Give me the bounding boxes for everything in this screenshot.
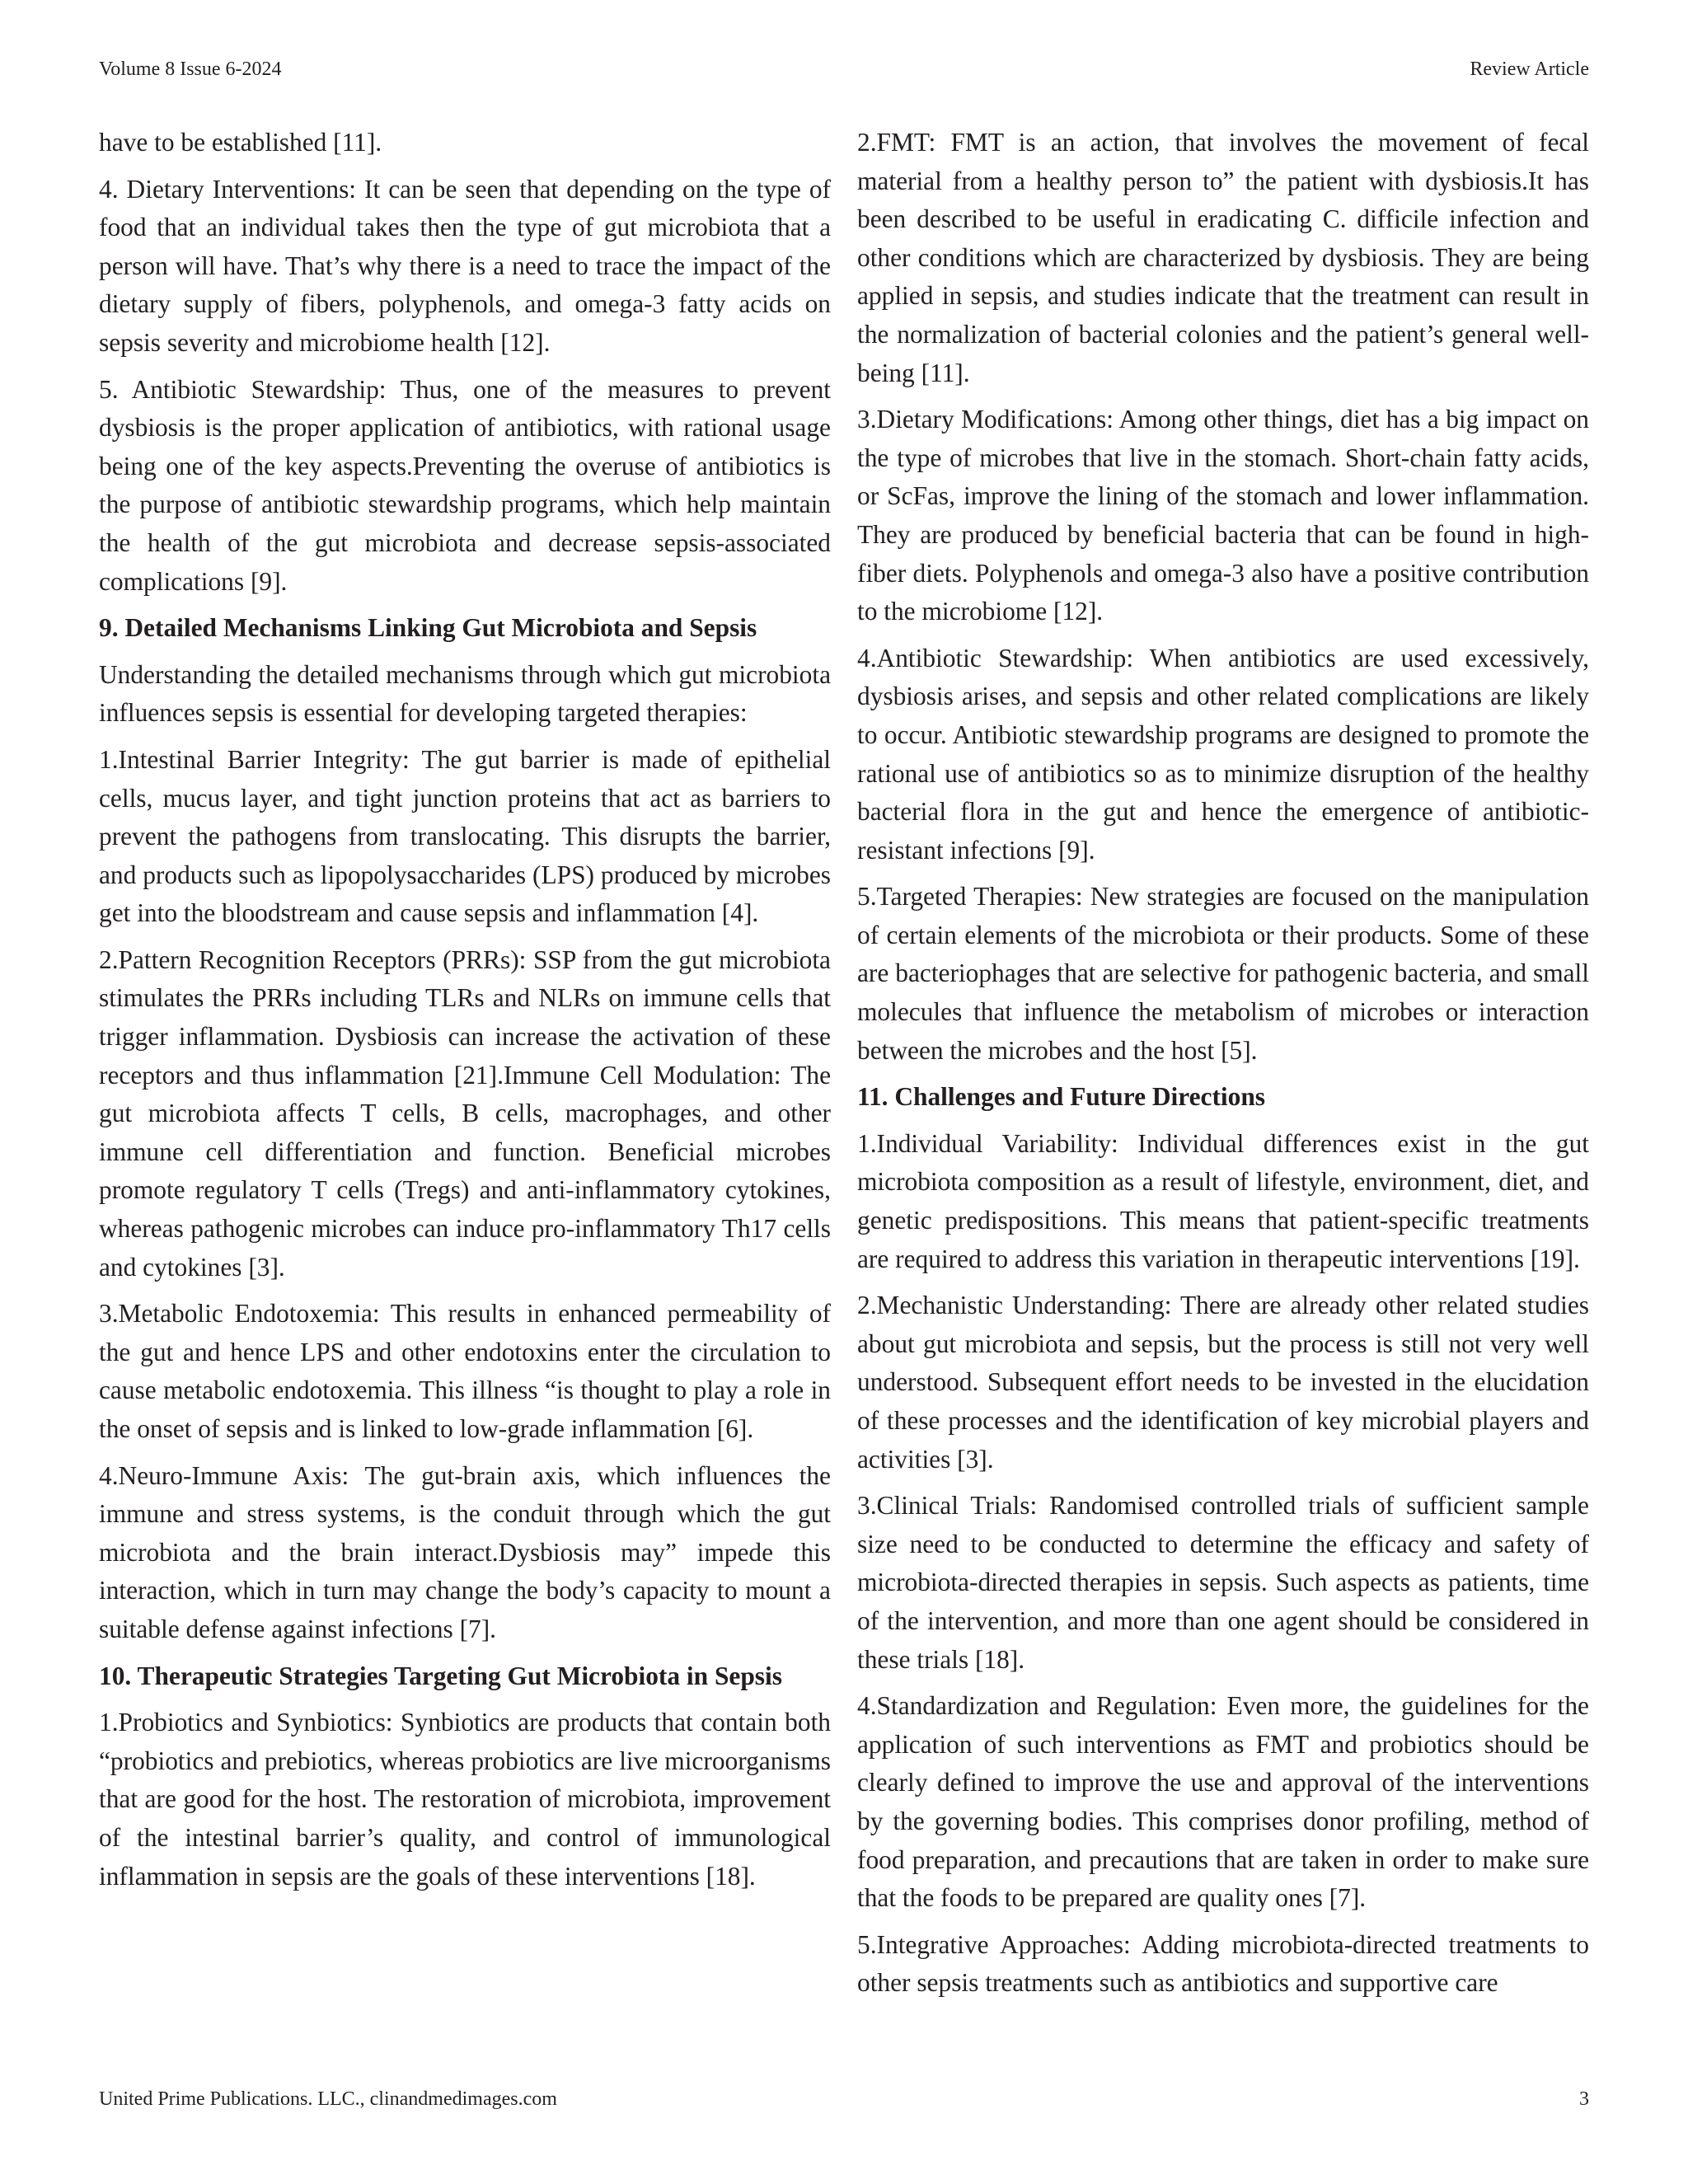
- paragraph: 1.Individual Variability: Individual differences exist in the gut microbiota composition as a result of lifestyle, environment, diet, and genetic predispositions. This means that patient-specific treatments are required to address this variation in therapeutic interventions [19].: [857, 1128, 1589, 1273]
- section-heading-11: 11. Challenges and Future Directions: [857, 1082, 1266, 1112]
- paragraph: 5. Antibiotic Stewardship: Thus, one of the measures to prevent dysbiosis is the proper application of antibiotics, with rational usage being one of the key aspects.Preventing the overuse of antibiotics is the purpose of antibiotic stewardship programs, which help maintain the health of the gut microbiota and decrease sepsis-associated complications [9].: [99, 374, 831, 596]
- journal-volume: Volume 8 Issue 6-2024: [99, 59, 282, 80]
- right-column: [857, 124, 1589, 2011]
- section-heading-10: 10. Therapeutic Strategies Targeting Gut Microbiota in Sepsis: [99, 1661, 782, 1690]
- paragraph: 4.Neuro-Immune Axis: The gut-brain axis, which influences the immune and stress systems, is the conduit through which the gut microbiota and the brain interact.Dysbiosis may” impede this interaction, which in turn may change the body’s capacity to mount a suitable defense against infections [7].: [99, 1460, 831, 1643]
- article-type: Review Article: [1470, 59, 1589, 80]
- page-number: 3: [1579, 2088, 1589, 2110]
- paragraph: 1.Intestinal Barrier Integrity: The gut barrier is made of epithelial cells, mucus layer, and tight junction proteins that act as barriers to prevent the pathogens from translocating. This disrupts the barrier, and products such as lipopolysaccharides (LPS) produced by microbes get into the bloodstream and cause sepsis and inflammation [4].: [99, 744, 831, 928]
- paragraph: 2.FMT: FMT is an action, that involves the movement of fecal material from a healthy person to” the patient with dysbiosis.It has been described to be useful in eradicating C. difficile infection and other conditions which are characterized by dysbiosis. They are being applied in sepsis, and studies indicate that the treatment can result in the normalization of bacterial colonies and the patient’s general well-being [11].: [857, 128, 1589, 387]
- paragraph: 4.Antibiotic Stewardship: When antibiotics are used excessively, dysbiosis arises, and sepsis and other related complications are likely to occur. Antibiotic stewardship programs are designed to promote the rational use of antibiotics so as to minimize disruption of the healthy bacterial flora in the gut and hence the emergence of antibiotic-resistant infections [9].: [857, 643, 1589, 865]
- paragraph: 3.Clinical Trials: Randomised controlled trials of sufficient sample size need to be conducted to determine the efficacy and safety of microbiota-directed therapies in sepsis. Such aspects as patients, time of the intervention, and more than one agent should be considered in these trials [18].: [857, 1491, 1589, 1674]
- left-column: [99, 124, 831, 1904]
- paragraph: 5.Targeted Therapies: New strategies are focused on the manipulation of certain elements of the microbiota or their products. Some of these are bacteriophages that are selective for pathogenic bacteria, and small molecules that influence the metabolism of microbes or interaction between the microbes and the host [5].: [857, 882, 1589, 1065]
- paragraph: 2.Mechanistic Understanding: There are already other related studies about gut microbiota and sepsis, but the process is still not very well understood. Subsequent effort needs to be invested in the elucidation of these processes and the identification of key microbial players and activities [3].: [857, 1291, 1589, 1474]
- paragraph: 3.Dietary Modifications: Among other things, diet has a big impact on the type of microbes that live in the stomach. Short-chain fatty acids, or ScFas, improve the lining of the stomach and lower inflammation. They are produced by beneficial bacteria that can be found in high-fiber diets. Polyphenols and omega-3 also have a positive contribution to the microbiome [12].: [857, 405, 1589, 626]
- paragraph: 5.Integrative Approaches: Adding microbiota-directed treatments to other sepsis treatments such as antibiotics and supportive care: [857, 1929, 1589, 1998]
- paragraph: Understanding the detailed mechanisms through which gut microbiota influences sepsis is essential for developing targeted therapies:: [99, 659, 831, 728]
- paragraph: 3.Metabolic Endotoxemia: This results in enhanced permeability of the gut and hence LPS and other endotoxins enter the circulation to cause metabolic endotoxemia. This illness “is thought to play a role in the onset of sepsis and is linked to low-grade inflammation [6].: [99, 1299, 831, 1443]
- paragraph: 2.Pattern Recognition Receptors (PRRs): SSP from the gut microbiota stimulates the PRRs including TLRs and NLRs on immune cells that trigger inflammation. Dysbiosis can increase the activation of these receptors and thus inflammation [21].Immune Cell Modulation: The gut microbiota affects T cells, B cells, macrophages, and other immune cell differentiation and function. Beneficial microbes promote regulatory T cells (Tregs) and anti-inflammatory cytokines, whereas pathogenic microbes can induce pro-inflammatory Th17 cells and cytokines [3].: [99, 944, 831, 1282]
- paragraph: 4.Standardization and Regulation: Even more, the guidelines for the application of such interventions as FMT and probiotics should be clearly defined to improve the use and approval of the interventions by the governing bodies. This comprises donor profiling, method of food preparation, and precautions that are taken in order to make sure that the foods to be prepared are quality ones [7].: [857, 1691, 1589, 1913]
- publisher-footer: United Prime Publications. LLC., clinandmedimages.com: [99, 2088, 557, 2110]
- section-heading-9: 9. Detailed Mechanisms Linking Gut Microbiota and Sepsis: [99, 613, 757, 643]
- paragraph: have to be established [11].: [99, 128, 382, 157]
- paragraph: 4. Dietary Interventions: It can be seen that depending on the type of food that an individual takes then the type of gut microbiota that a person will have. That’s why there is a need to trace the impact of the dietary supply of fibers, polyphenols, and omega-3 fatty acids on sepsis severity and microbiome health [12].: [99, 174, 831, 357]
- paragraph: 1.Probiotics and Synbiotics: Synbiotics are products that contain both “probiotics and prebiotics, whereas probiotics are live microorganisms that are good for the host. The restoration of microbiota, improvement of the intestinal barrier’s quality, and control of immunological inflammation in sepsis are the goals of these interventions [18].: [99, 1708, 831, 1891]
